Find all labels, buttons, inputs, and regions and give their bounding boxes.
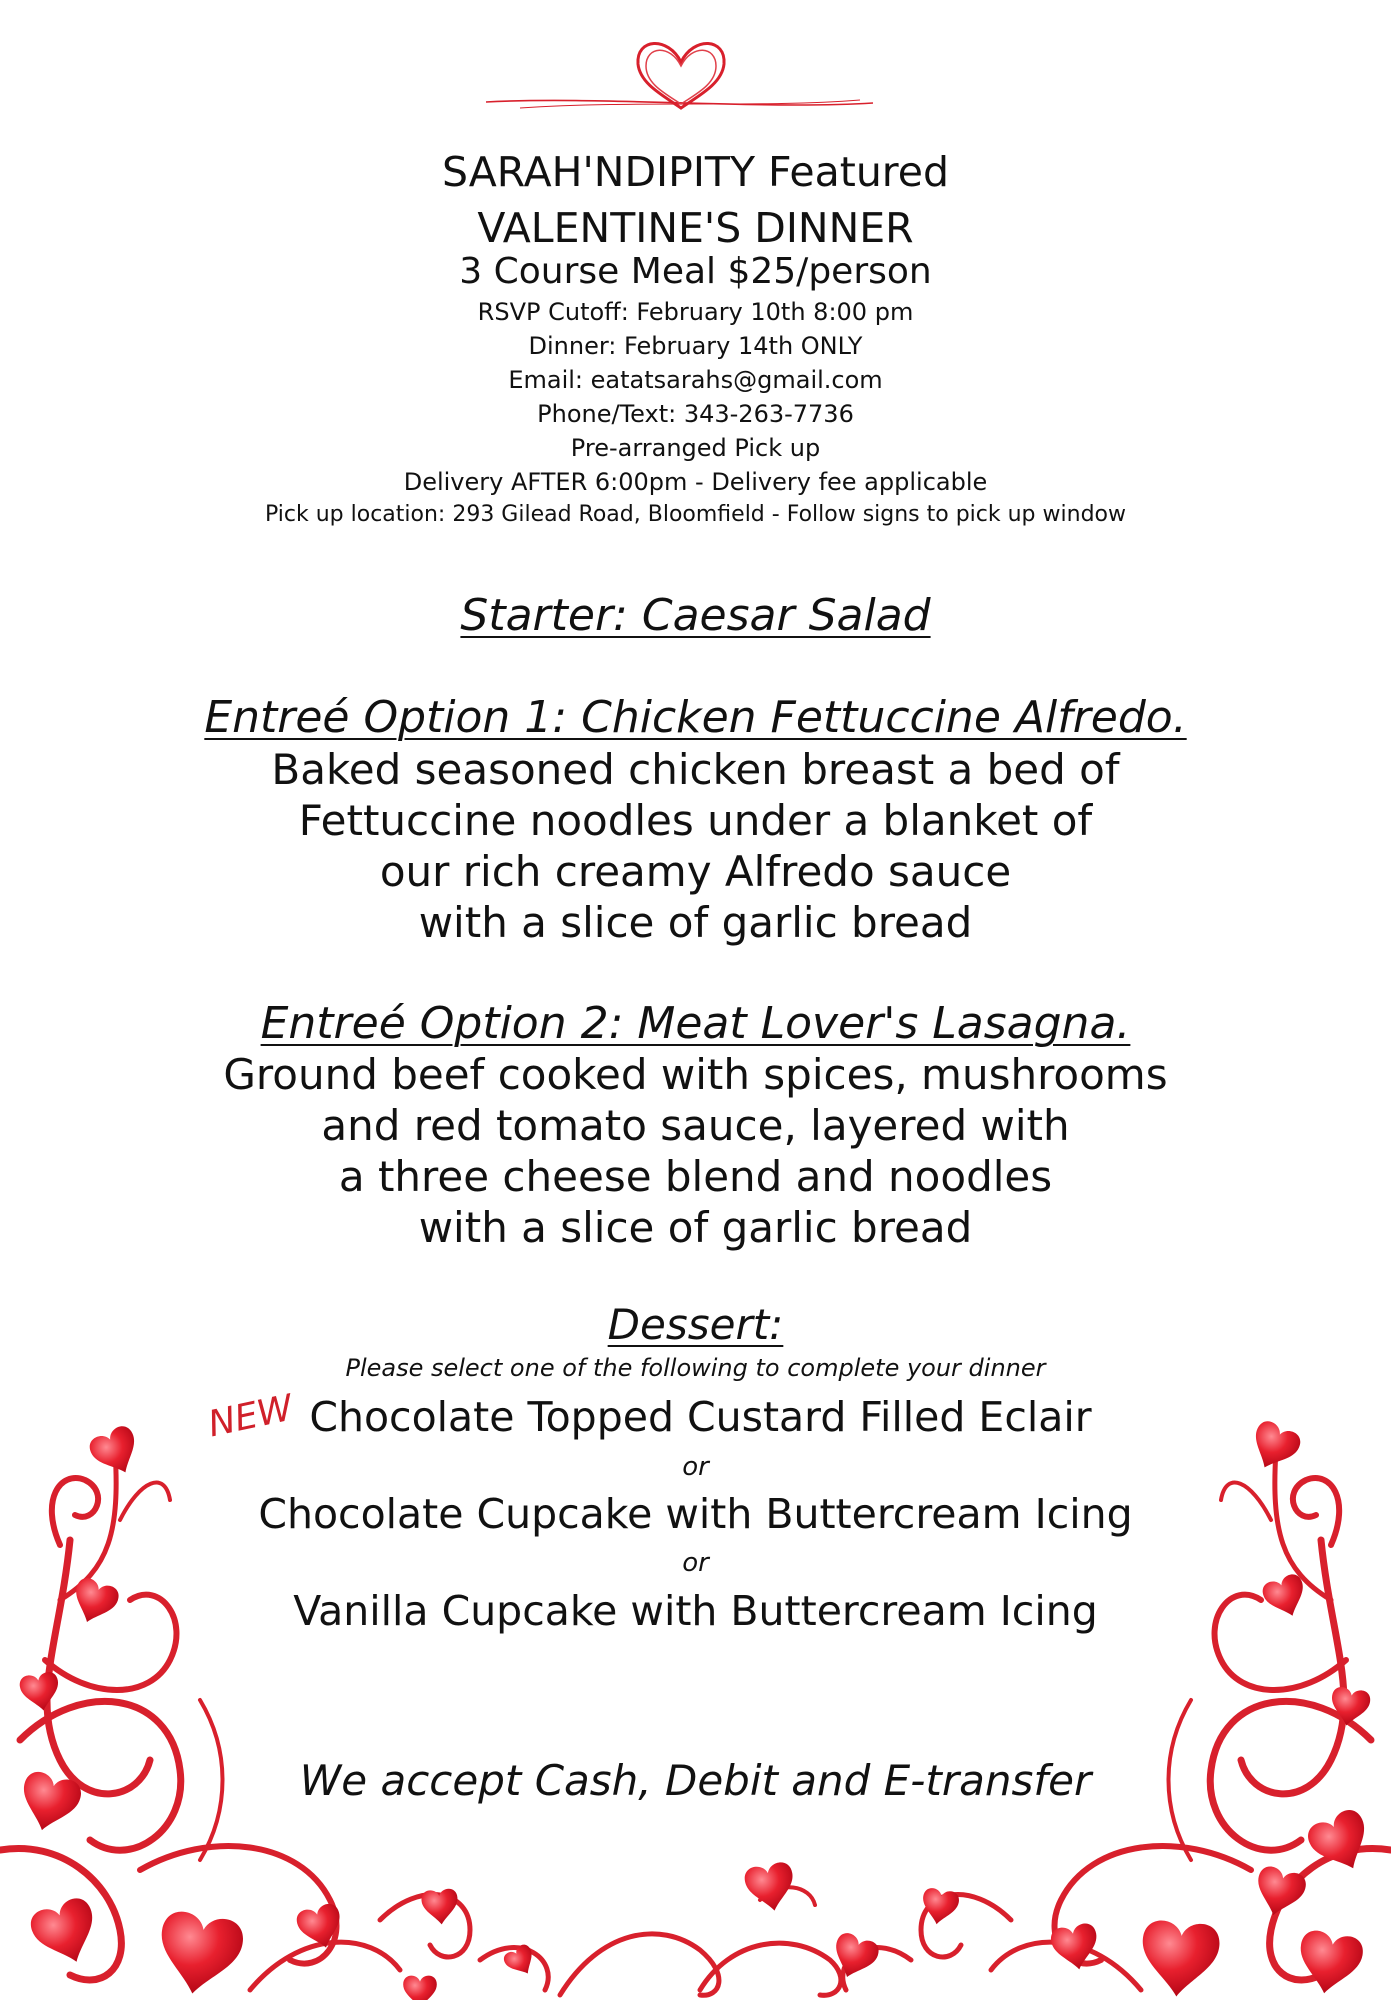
entree2-desc-line: and red tomato sauce, layered with [321, 1101, 1070, 1150]
dinner-date: Dinner: February 14th ONLY [528, 332, 863, 360]
entree2-heading-text: Entreé Option 2: Meat Lover's Lasagna. [260, 998, 1131, 1049]
dessert-heading [0, 1300, 1391, 1349]
price-line: 3 Course Meal $25/person [459, 251, 932, 292]
pickup-location-line: Pick up location: 293 Gilead Road, Bloomfield - Follow signs to pick up window [265, 502, 1126, 527]
entree2-desc-line: with a slice of garlic bread [418, 1203, 973, 1252]
dessert-option-chocolate-cupcake: Chocolate Cupcake with Buttercream Icing [258, 1490, 1133, 1538]
entree1-desc-line: our rich creamy Alfredo sauce [379, 847, 1012, 896]
dessert-option-eclair: Chocolate Topped Custard Filled Eclair [309, 1393, 1092, 1441]
email-line: Email: eatatsarahs@gmail.com [508, 366, 883, 394]
title-line-1: SARAH'NDIPITY Featured [441, 148, 950, 196]
dessert-or-1: or [682, 1452, 709, 1482]
dessert-heading-text: Dessert: [607, 1300, 784, 1349]
dessert-or-2: or [682, 1548, 709, 1578]
entree1-desc-line: with a slice of garlic bread [418, 898, 973, 947]
entree1-desc-line: Baked seasoned chicken breast a bed of [271, 745, 1120, 794]
phone-line: Phone/Text: 343-263-7736 [537, 400, 854, 428]
dessert-option-vanilla-cupcake: Vanilla Cupcake with Buttercream Icing [293, 1587, 1098, 1635]
heart-icon [486, 43, 873, 108]
rsvp-cutoff: RSVP Cutoff: February 10th 8:00 pm [477, 298, 914, 326]
new-tag: NEW [204, 1387, 297, 1446]
starter-heading [0, 590, 1391, 641]
payment-methods: We accept Cash, Debit and E-transfer [299, 1756, 1092, 1805]
starter-heading-text: Starter: Caesar Salad [460, 590, 931, 641]
dessert-instruction: Please select one of the following to complete your dinner [345, 1354, 1046, 1382]
entree1-heading [0, 692, 1391, 743]
entree1-desc-line: Fettuccine noodles under a blanket of [298, 796, 1093, 845]
entree2-desc-line: a three cheese blend and noodles [338, 1152, 1053, 1201]
entree1-heading-text: Entreé Option 1: Chicken Fettuccine Alfredo. [204, 692, 1187, 743]
entree2-desc-line: Ground beef cooked with spices, mushrooms [223, 1050, 1168, 1099]
pickup-line: Pre-arranged Pick up [570, 434, 821, 462]
delivery-line: Delivery AFTER 6:00pm - Delivery fee applicable [403, 468, 988, 496]
title-line-2: VALENTINE'S DINNER [477, 204, 914, 252]
entree2-heading [0, 998, 1391, 1049]
bottom-center-swirls [560, 1887, 841, 1995]
